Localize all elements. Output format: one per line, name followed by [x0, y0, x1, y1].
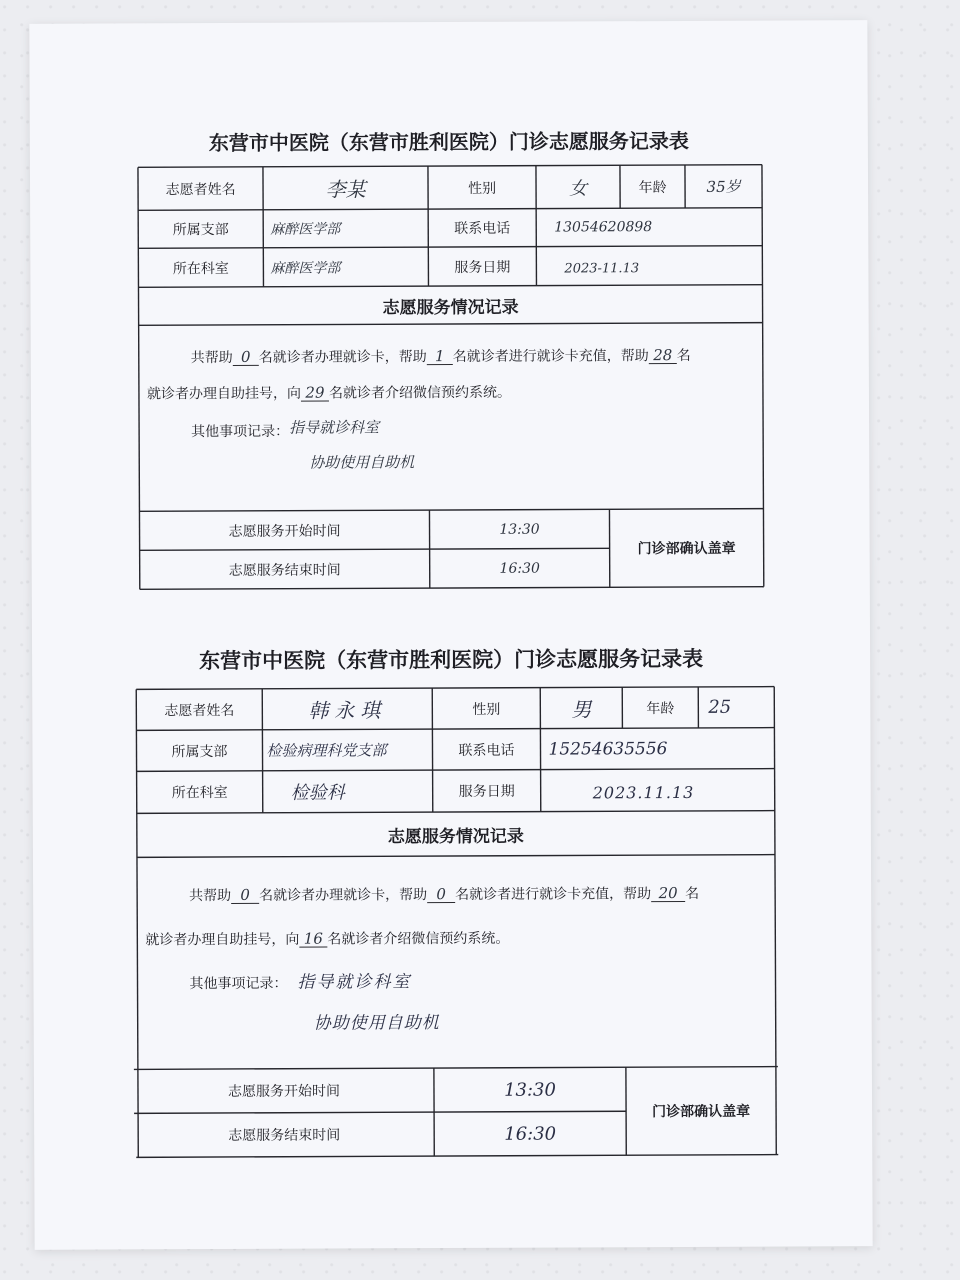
fill-recharge-count: 1 — [427, 348, 453, 365]
value-gender: 女 — [569, 177, 588, 199]
stamp-confirmation-cell: 门诊部确认盖章 — [637, 540, 736, 558]
value-start-time: 13:30 — [499, 521, 540, 538]
value-age: 25 — [708, 696, 732, 718]
label-gender: 性别 — [468, 180, 497, 197]
record-text: 名就诊者介绍微信预约系统。 — [328, 384, 511, 402]
record-text: 名 — [676, 347, 691, 365]
section-title: 志愿服务情况记录 — [382, 297, 519, 318]
volunteer-form-2 — [29, 20, 872, 1250]
label-age: 年龄 — [646, 700, 675, 717]
value-phone: 13054620898 — [554, 219, 653, 236]
record-text: 名就诊者进行就诊卡充值，帮助 — [452, 348, 649, 365]
label-branch: 所属支部 — [172, 221, 229, 239]
value-volunteer-name: 韩永琪 — [308, 698, 387, 723]
other-item-2: 协助使用自助机 — [309, 452, 415, 472]
fill-recharge-count: 0 — [427, 886, 455, 903]
label-branch: 所属支部 — [171, 743, 228, 760]
label-service-date: 服务日期 — [454, 259, 511, 276]
record-text: 就诊者办理自助挂号，向 — [146, 385, 301, 403]
value-volunteer-name: 李某 — [325, 177, 366, 202]
label-service-date: 服务日期 — [458, 783, 515, 800]
label-department: 所在科室 — [172, 260, 229, 277]
fill-register-count: 20 — [651, 885, 685, 902]
label-phone: 联系电话 — [458, 742, 515, 759]
fill-card-count: 0 — [233, 349, 259, 366]
record-text: 共帮助 — [190, 349, 233, 367]
record-text: 就诊者办理自助挂号，向 — [145, 931, 300, 949]
label-start-time: 志愿服务开始时间 — [227, 1083, 341, 1100]
label-end-time: 志愿服务结束时间 — [228, 561, 341, 579]
value-department: 麻醉医学部 — [270, 259, 341, 277]
section-title: 志愿服务情况记录 — [387, 826, 524, 847]
service-record-text — [137, 855, 776, 1070]
record-text: 名 — [685, 885, 700, 902]
label-start-time: 志愿服务开始时间 — [228, 522, 341, 540]
label-volunteer-name: 志愿者姓名 — [165, 181, 236, 198]
other-items-label: 其他事项记录： — [189, 975, 288, 993]
label-department: 所在科室 — [171, 784, 228, 802]
value-department: 检验科 — [290, 782, 345, 804]
form-title: 东营市中医院（东营市胜利医院）门诊志愿服务记录表 — [208, 128, 689, 156]
value-branch: 麻醉医学部 — [270, 221, 341, 238]
label-phone: 联系电话 — [454, 220, 511, 237]
value-service-date: 2023-11.13 — [564, 261, 640, 277]
value-end-time: 16:30 — [504, 1123, 557, 1145]
record-text: 共帮助 — [189, 887, 232, 905]
value-gender: 男 — [571, 697, 592, 722]
fill-wechat-count: 29 — [301, 385, 329, 402]
value-start-time: 13:30 — [504, 1079, 556, 1101]
value-phone: 15254635556 — [548, 738, 668, 760]
fill-card-count: 0 — [231, 887, 259, 904]
label-age: 年龄 — [638, 179, 667, 196]
label-end-time: 志愿服务结束时间 — [228, 1127, 341, 1144]
other-items-label: 其他事项记录： — [191, 423, 290, 441]
other-item-1: 指导就诊科室 — [289, 417, 380, 437]
record-text: 名就诊者介绍微信预约系统。 — [327, 930, 510, 948]
stamp-confirmation-cell: 门诊部确认盖章 — [652, 1103, 751, 1121]
other-item-2: 协助使用自助机 — [313, 1012, 440, 1034]
form-title: 东营市中医院（东营市胜利医院）门诊志愿服务记录表 — [199, 645, 704, 674]
value-end-time: 16:30 — [499, 560, 540, 577]
record-text: 名就诊者进行就诊卡充值，帮助 — [455, 886, 652, 903]
fill-wechat-count: 16 — [299, 931, 327, 948]
label-gender: 性别 — [472, 701, 501, 718]
value-branch: 检验病理科党支部 — [266, 741, 387, 760]
paper-sheet — [29, 20, 872, 1250]
other-item-1: 指导就诊科室 — [297, 971, 412, 993]
record-text: 名就诊者办理就诊卡，帮助 — [259, 887, 428, 904]
value-service-date: 2023.11.13 — [592, 782, 695, 802]
record-text: 名就诊者办理就诊卡，帮助 — [258, 349, 427, 366]
label-volunteer-name: 志愿者姓名 — [164, 702, 235, 719]
value-age: 35岁 — [706, 177, 741, 196]
fill-register-count: 28 — [649, 347, 677, 364]
